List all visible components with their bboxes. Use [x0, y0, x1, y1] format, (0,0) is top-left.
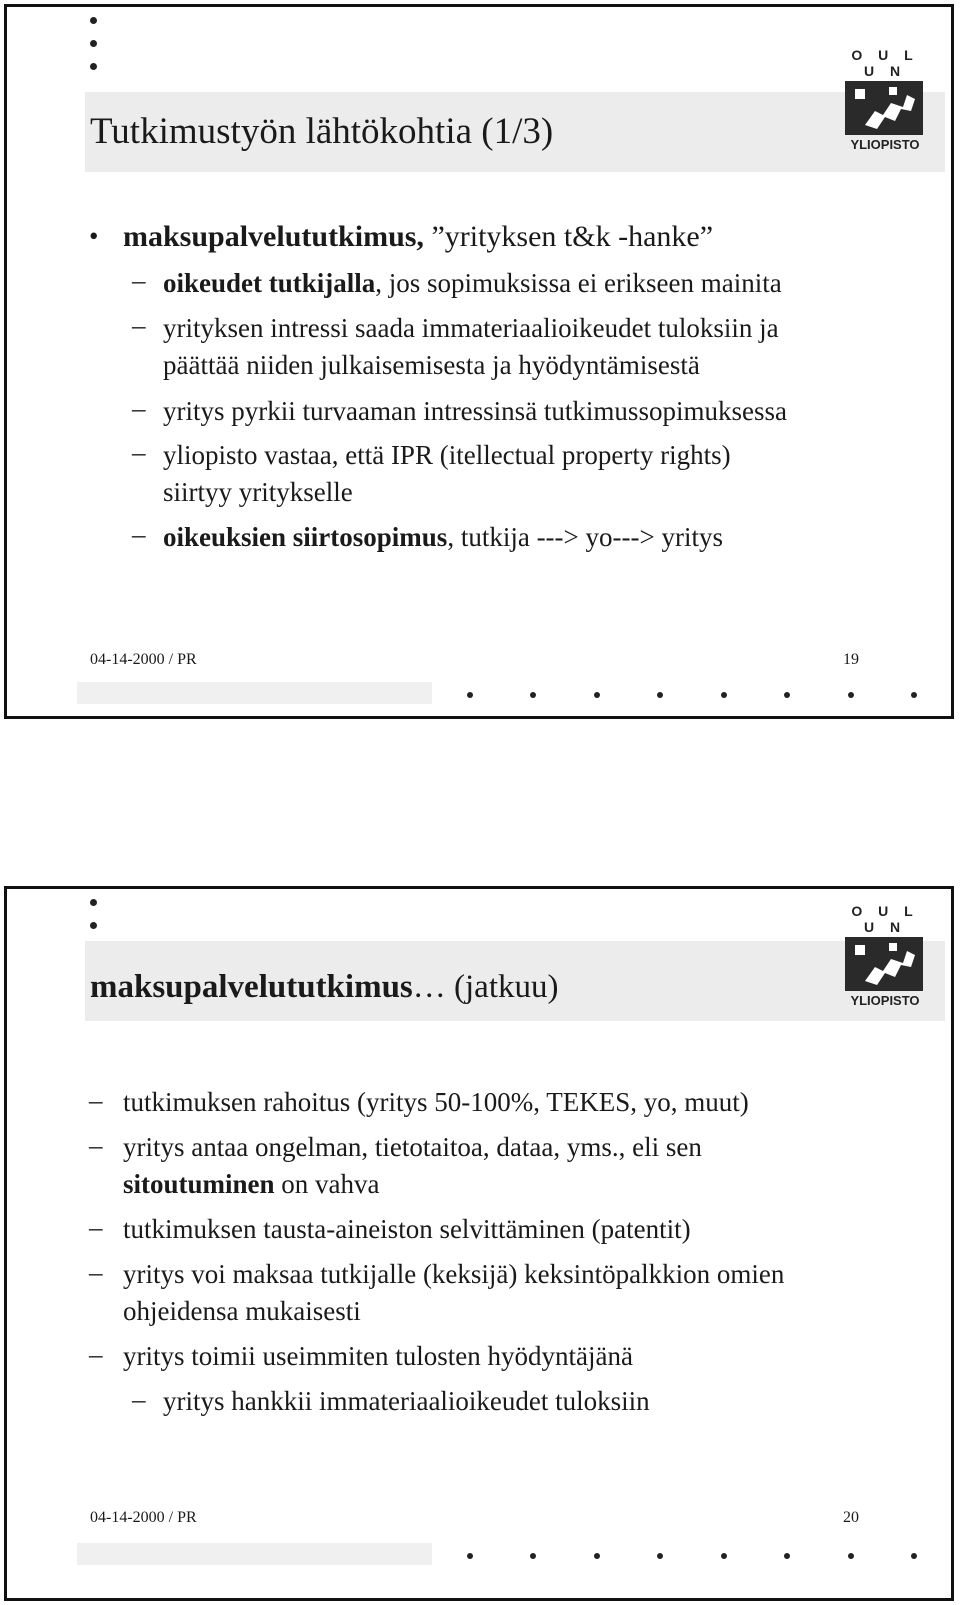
slide-20: [4, 886, 954, 1601]
page-number: 20: [843, 1509, 859, 1526]
footer-date: 04-14-2000 / PR: [90, 651, 197, 668]
dash-icon: –: [132, 393, 146, 423]
list-item: yliopisto vastaa, että IPR (itellectual property rights): [163, 440, 731, 470]
dash-icon: –: [89, 1257, 103, 1287]
dash-icon: –: [89, 1085, 103, 1115]
footer-dots: [467, 692, 917, 700]
list-item-continuation: päättää niiden julkaisemisesta ja hyödyntämisestä: [163, 350, 700, 380]
logo-text-top: O U L U N: [851, 903, 919, 935]
list-item: yritys voi maksaa tutkijalle (keksijä) keksintöpalkkion omien: [123, 1259, 785, 1289]
logo-text-bottom: YLIOPISTO: [850, 137, 920, 152]
dash-icon: –: [89, 1130, 103, 1160]
slide-title: maksupalvelututkimus… (jatkuu): [90, 969, 559, 1005]
main-bullet-text: maksupalvelututkimus, ”yrityksen t&k -hanke”: [123, 220, 714, 253]
list-item: oikeuksien siirtosopimus, tutkija ---> yo---> yritys: [163, 522, 723, 552]
dash-icon: –: [132, 1384, 146, 1414]
list-item-continuation: ohjeidensa mukaisesti: [123, 1296, 361, 1326]
slide-19: [4, 4, 954, 719]
footer-dots: [467, 1553, 917, 1561]
dash-icon: –: [89, 1339, 103, 1369]
dash-icon: –: [132, 265, 146, 295]
logo-text-bottom: YLIOPISTO: [850, 993, 920, 1008]
sub-list-item: yritys hankkii immateriaalioikeudet tuloksiin: [163, 1386, 650, 1416]
list-item: yrityksen intressi saada immateriaalioikeudet tuloksiin ja: [163, 313, 779, 343]
footer-band: [77, 682, 432, 704]
footer-date: 04-14-2000 / PR: [90, 1509, 197, 1526]
list-item: tutkimuksen tausta-aineiston selvittäminen (patentit): [123, 1214, 691, 1244]
list-item: yritys pyrkii turvaaman intressinsä tutkimussopimuksessa: [163, 396, 787, 426]
dash-icon: –: [89, 1212, 103, 1242]
corner-dots: [90, 17, 97, 86]
list-item: yritys toimii useimmiten tulosten hyödyntäjänä: [123, 1341, 633, 1371]
puzzle-logo-icon: [845, 937, 923, 991]
footer-band: [77, 1543, 432, 1565]
bullet-icon: •: [89, 221, 99, 251]
dash-icon: –: [132, 310, 146, 340]
puzzle-logo-icon: [845, 81, 923, 135]
list-item: oikeudet tutkijalla, jos sopimuksissa ei erikseen mainita: [163, 268, 782, 298]
page-number: 19: [843, 651, 859, 668]
university-logo: [845, 903, 925, 1008]
slide-title: Tutkimustyön lähtökohtia (1/3): [90, 111, 554, 152]
list-item-continuation: siirtyy yritykselle: [163, 477, 353, 507]
list-item: yritys antaa ongelman, tietotaitoa, dataa, yms., eli sen: [123, 1132, 702, 1162]
list-item: tutkimuksen rahoitus (yritys 50-100%, TEKES, yo, muut): [123, 1087, 749, 1117]
dash-icon: –: [132, 437, 146, 467]
dash-icon: –: [132, 519, 146, 549]
list-item-continuation: sitoutuminen on vahva: [123, 1169, 380, 1199]
logo-text-top: O U L U N: [851, 47, 919, 79]
university-logo: [845, 47, 925, 152]
